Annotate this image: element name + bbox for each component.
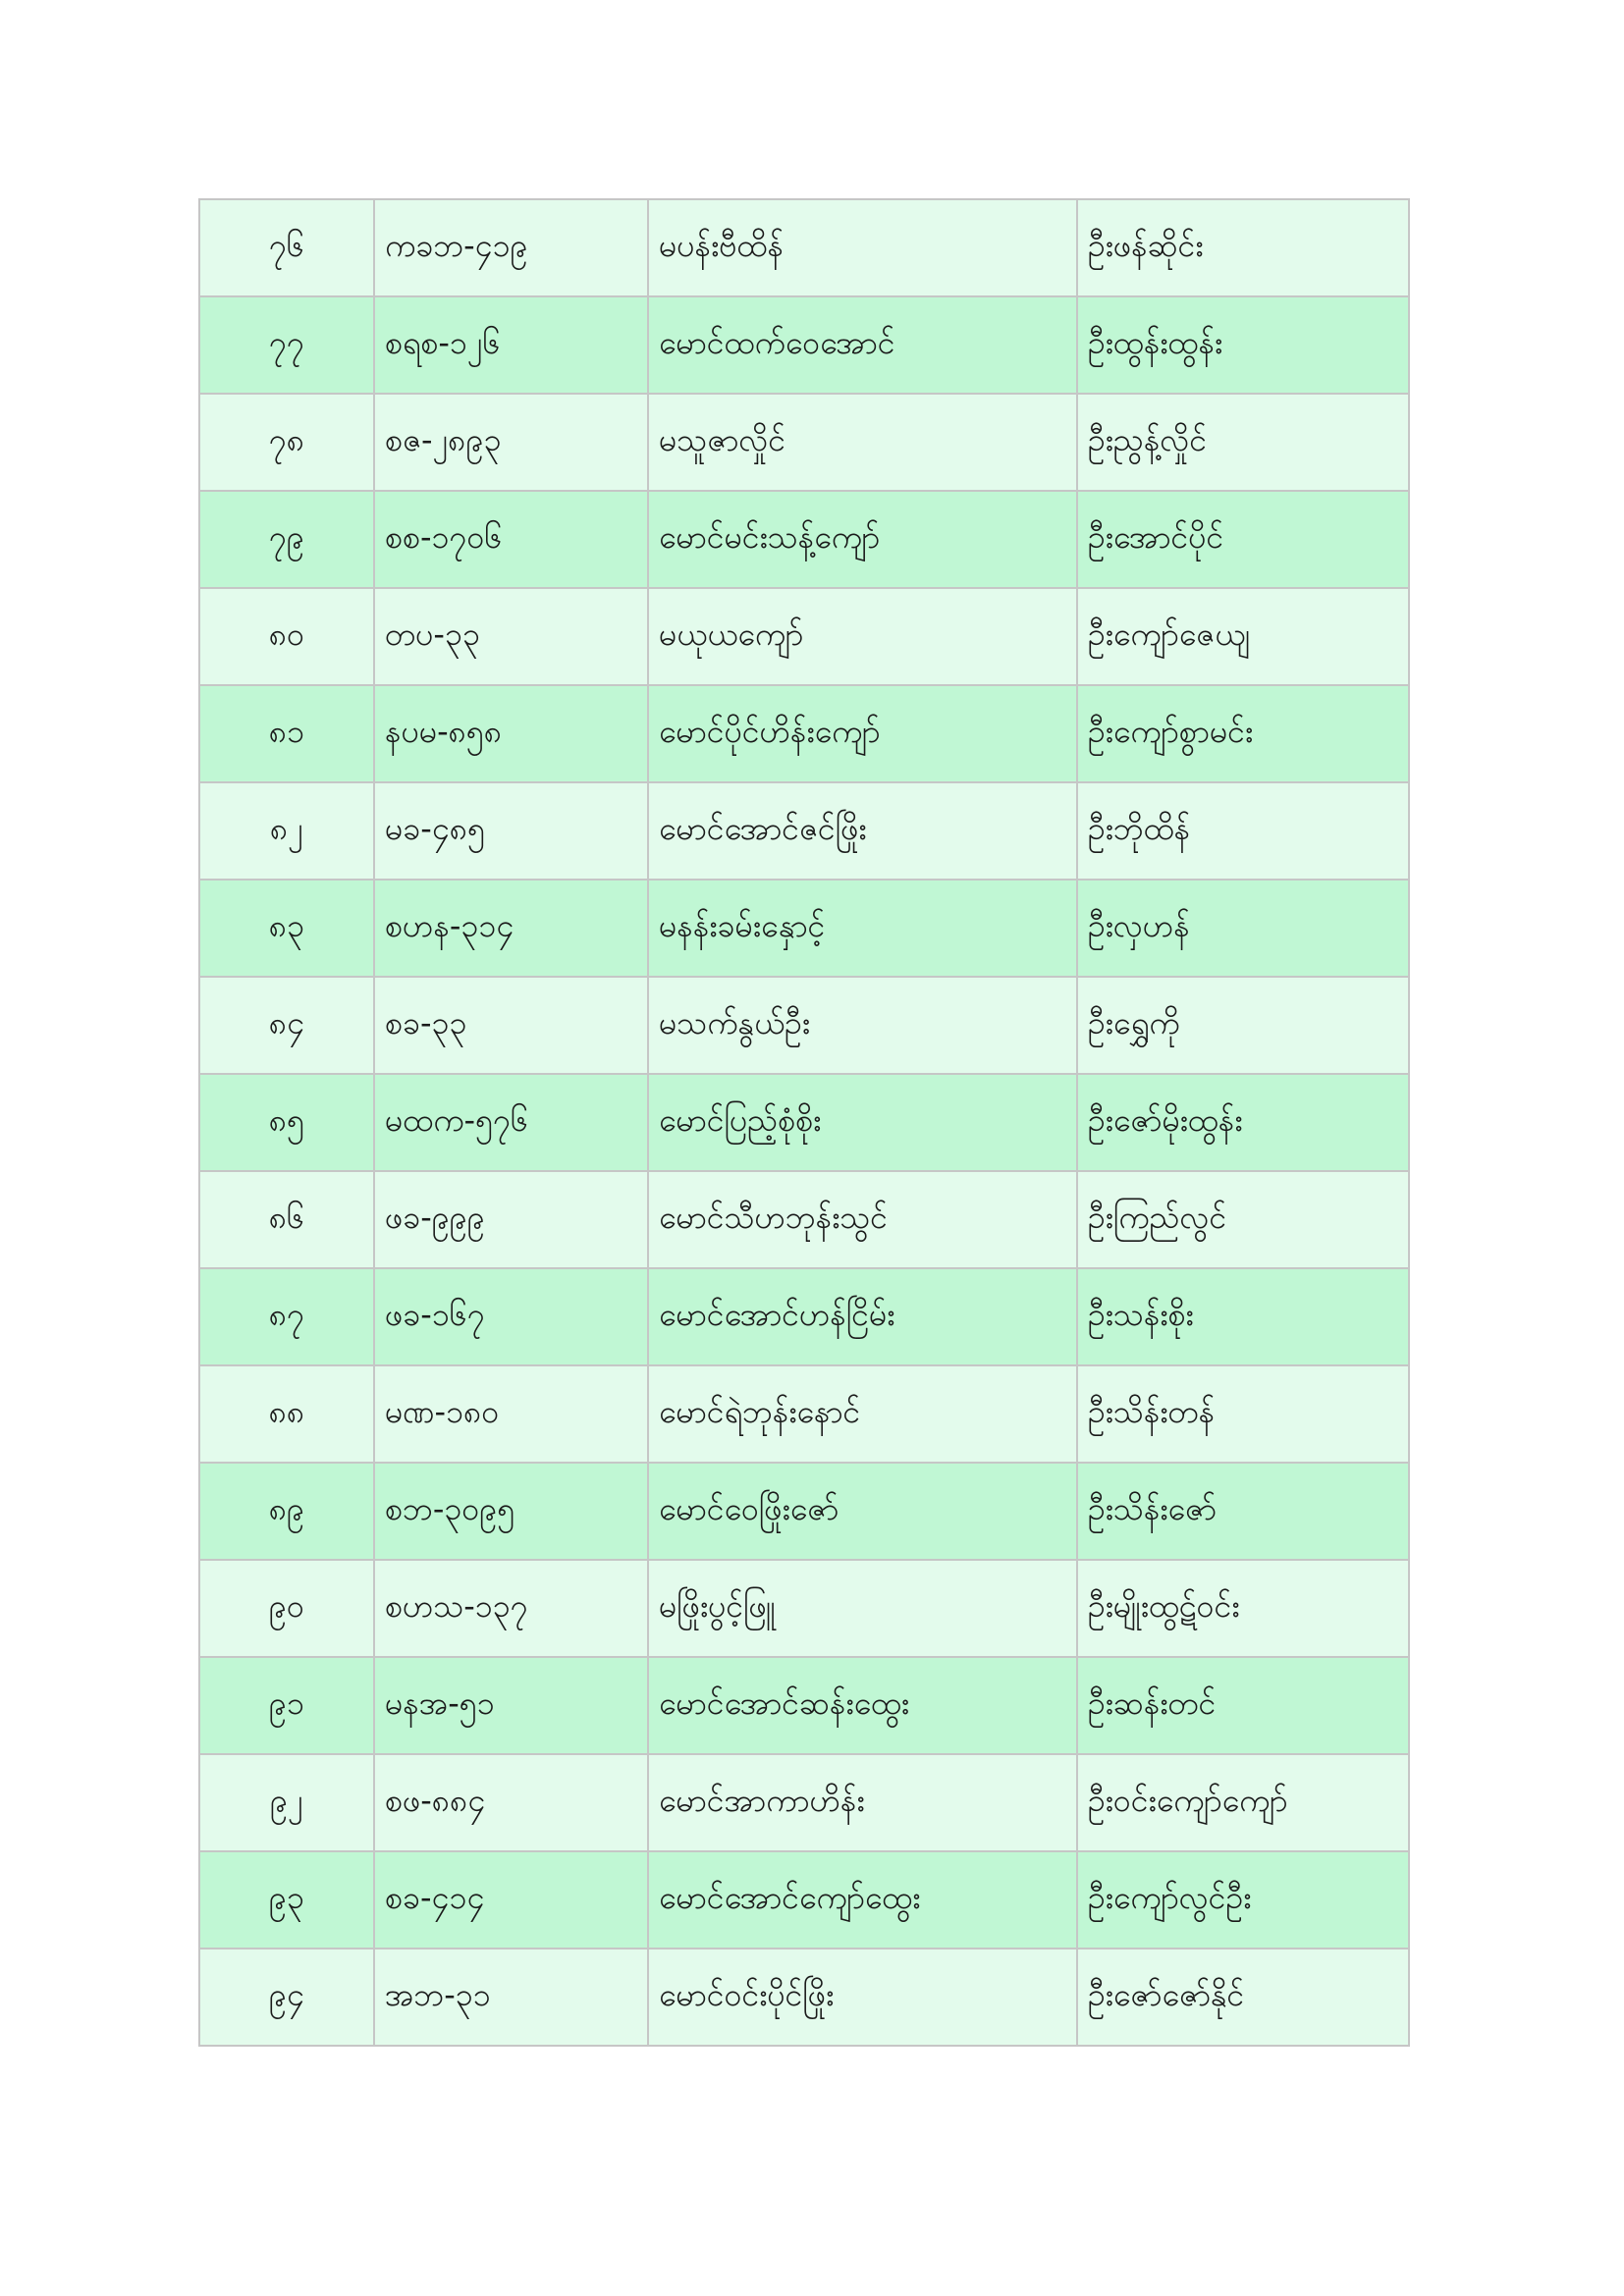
father-name: ဦးဇော်ဇော်နိုင် [1077, 1949, 1409, 2046]
row-number: ၈၄ [199, 977, 374, 1074]
roster-table-body [199, 199, 1409, 2046]
row-number: ၈၅ [199, 1074, 374, 1171]
father-name: ဦးကြည်လွင် [1077, 1171, 1409, 1268]
registration-id: စဖ-၈၈၄ [374, 1754, 648, 1851]
father-name: ဦးဖန်ဆိုင်း [1077, 199, 1409, 296]
student-name: မဖြိုးပွင့်ဖြူ [648, 1560, 1077, 1657]
father-name: ဦးမျိုးထွဋ်ဝင်း [1077, 1560, 1409, 1657]
table-row [199, 977, 1409, 1074]
row-number: ၈၃ [199, 880, 374, 977]
table-row [199, 588, 1409, 685]
table-row [199, 1851, 1409, 1949]
table-row [199, 394, 1409, 491]
registration-id: စရစ-၁၂၆ [374, 296, 648, 394]
student-name: မောင်ပိုင်ဟိန်းကျော် [648, 685, 1077, 782]
student-name: မောင်မင်းသန့်ကျော် [648, 491, 1077, 588]
table-row [199, 1657, 1409, 1754]
student-name: မောင်သီဟဘုန်းသွင် [648, 1171, 1077, 1268]
student-name: မပန်းဗီထိန် [648, 199, 1077, 296]
father-name: ဦးသိန်းဇော် [1077, 1463, 1409, 1560]
row-number: ၈၈ [199, 1365, 374, 1463]
table-row [199, 1268, 1409, 1365]
registration-id: စဟန-၃၁၄ [374, 880, 648, 977]
registration-id: နပမ-၈၅၈ [374, 685, 648, 782]
father-name: ဦးကျော်စွာမင်း [1077, 685, 1409, 782]
student-name: မောင်ဝေဖြိုးဇော် [648, 1463, 1077, 1560]
father-name: ဦးဘိုထိန် [1077, 782, 1409, 880]
row-number: ၇၆ [199, 199, 374, 296]
row-number: ၇၉ [199, 491, 374, 588]
registration-id: စဇ-၂၈၉၃ [374, 394, 648, 491]
father-name: ဦးဇော်မိုးထွန်း [1077, 1074, 1409, 1171]
registration-id: မနအ-၅၁ [374, 1657, 648, 1754]
student-name: မသူဇာလှိုင် [648, 394, 1077, 491]
student-name: မယုယကျော် [648, 588, 1077, 685]
student-name: မောင်အောင်ဟန်ငြိမ်း [648, 1268, 1077, 1365]
student-name: မနန်းခမ်းနှောင့် [648, 880, 1077, 977]
table-row [199, 1463, 1409, 1560]
row-number: ၇၈ [199, 394, 374, 491]
registration-id: အဘ-၃၁ [374, 1949, 648, 2046]
table-row [199, 1754, 1409, 1851]
father-name: ဦးကျော်လွင်ဦး [1077, 1851, 1409, 1949]
row-number: ၈၁ [199, 685, 374, 782]
father-name: ဦးရွှေကို [1077, 977, 1409, 1074]
table-row [199, 1949, 1409, 2046]
table-row [199, 296, 1409, 394]
table-row [199, 1074, 1409, 1171]
table-row [199, 782, 1409, 880]
registration-id: စဘ-၃၀၉၅ [374, 1463, 648, 1560]
registration-id: မဏ-၁၈၀ [374, 1365, 648, 1463]
registration-id: စဟသ-၁၃၇ [374, 1560, 648, 1657]
table-row [199, 1560, 1409, 1657]
student-name: မောင်အောင်ဇင်ဖြိုး [648, 782, 1077, 880]
father-name: ဦးထွန်းထွန်း [1077, 296, 1409, 394]
father-name: ဦးသန်းစိုး [1077, 1268, 1409, 1365]
row-number: ၉၄ [199, 1949, 374, 2046]
table-row [199, 199, 1409, 296]
row-number: ၉၃ [199, 1851, 374, 1949]
table-row [199, 491, 1409, 588]
row-number: ၉၂ [199, 1754, 374, 1851]
row-number: ၈၆ [199, 1171, 374, 1268]
student-name: မောင်ရဲဘုန်းနောင် [648, 1365, 1077, 1463]
registration-id: တပ-၃၃ [374, 588, 648, 685]
registration-id: စစ-၁၇၀၆ [374, 491, 648, 588]
table-row [199, 880, 1409, 977]
table-row [199, 685, 1409, 782]
row-number: ၇၇ [199, 296, 374, 394]
student-name: မသက်နွယ်ဦး [648, 977, 1077, 1074]
table-row [199, 1365, 1409, 1463]
student-name: မောင်အောင်ကျော်ထွေး [648, 1851, 1077, 1949]
registration-id: ဖခ-၁၆၇ [374, 1268, 648, 1365]
father-name: ဦးညွန့်လှိုင် [1077, 394, 1409, 491]
row-number: ၉၀ [199, 1560, 374, 1657]
row-number: ၈၂ [199, 782, 374, 880]
student-name: မောင်အောင်ဆန်းထွေး [648, 1657, 1077, 1754]
registration-id: စခ-၃၃ [374, 977, 648, 1074]
father-name: ဦးကျော်ဇေယျ [1077, 588, 1409, 685]
registration-id: ဖခ-၉၉၉ [374, 1171, 648, 1268]
father-name: ဦးဆန်းတင် [1077, 1657, 1409, 1754]
student-name: မောင်ထက်ဝေအောင် [648, 296, 1077, 394]
father-name: ဦးသိန်းတန် [1077, 1365, 1409, 1463]
table-row [199, 1171, 1409, 1268]
registration-id: စခ-၄၁၄ [374, 1851, 648, 1949]
student-name: မောင်အာကာဟိန်း [648, 1754, 1077, 1851]
row-number: ၈၉ [199, 1463, 374, 1560]
roster-table [198, 198, 1410, 2047]
student-name: မောင်ပြည့်စုံစိုး [648, 1074, 1077, 1171]
registration-id: မထက-၅၇၆ [374, 1074, 648, 1171]
row-number: ၉၁ [199, 1657, 374, 1754]
row-number: ၈၀ [199, 588, 374, 685]
registration-id: ကခဘ-၄၁၉ [374, 199, 648, 296]
row-number: ၈၇ [199, 1268, 374, 1365]
registration-id: မခ-၄၈၅ [374, 782, 648, 880]
student-name: မောင်ဝင်းပိုင်ဖြိုး [648, 1949, 1077, 2046]
father-name: ဦးလှဟန် [1077, 880, 1409, 977]
father-name: ဦးဝင်းကျော်ကျော် [1077, 1754, 1409, 1851]
father-name: ဦးအောင်ပိုင် [1077, 491, 1409, 588]
